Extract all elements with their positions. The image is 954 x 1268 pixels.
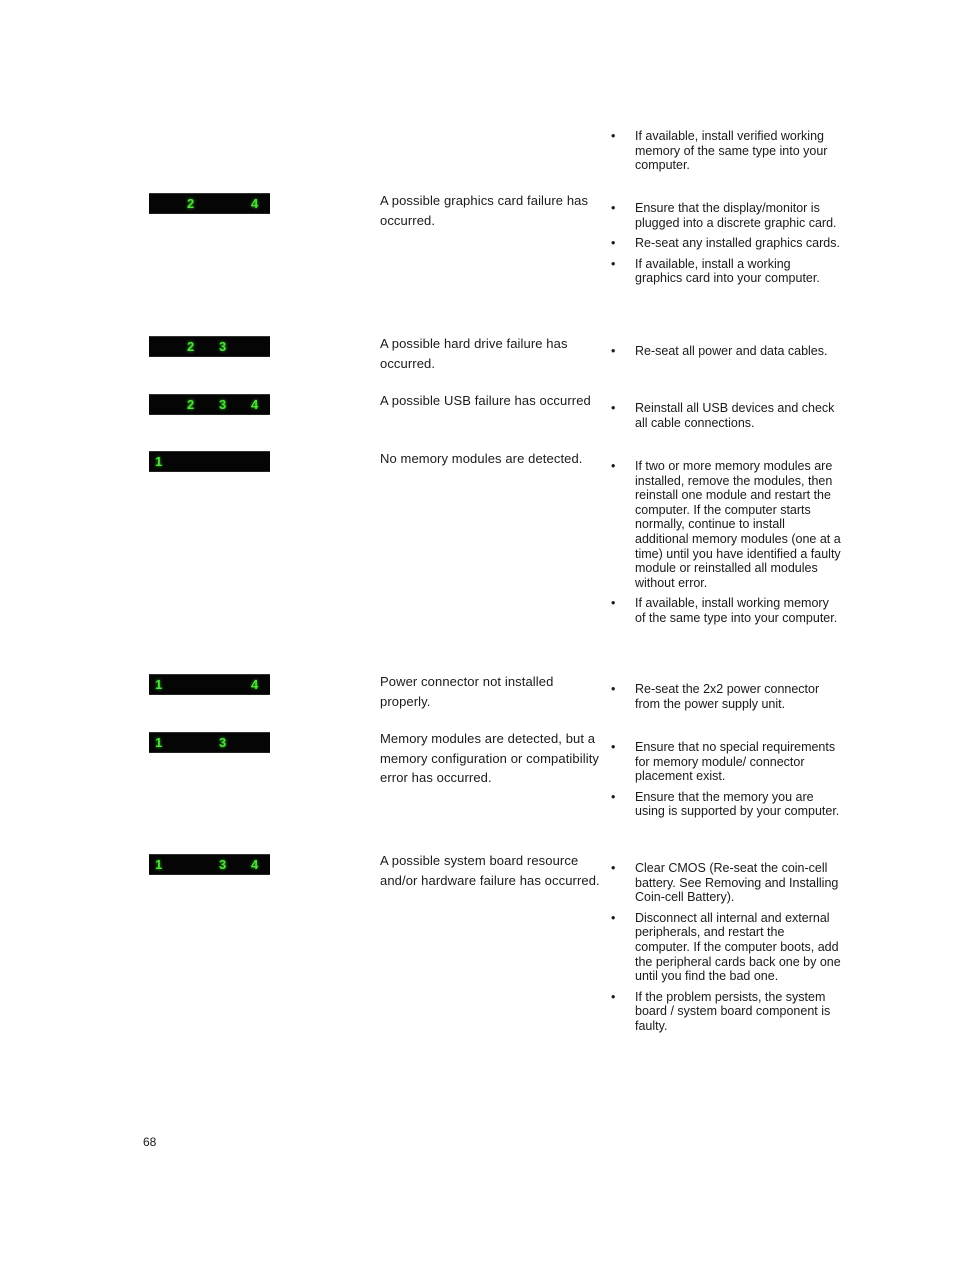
led-4: 4 (251, 677, 259, 692)
diagnostic-led-pattern (149, 732, 270, 753)
step-item (609, 990, 841, 1034)
resolution-steps (609, 861, 841, 1040)
led-3: 3 (219, 339, 227, 354)
led-2 (187, 856, 219, 874)
problem-description: Power connector not installed properly. (380, 674, 554, 709)
bullet-icon: • (611, 344, 616, 358)
problem-description: A possible system board resource and/or hardware failure has occurred. (380, 853, 600, 888)
led-1: 1 (155, 735, 163, 750)
led-3 (219, 195, 251, 213)
step-item (609, 344, 841, 359)
led-3 (219, 676, 251, 694)
step-text: If available, install verified working memory of the same type into your computer. (635, 129, 828, 173)
step-item (609, 740, 841, 784)
step-text: Ensure that the display/monitor is plugged into a discrete graphic card. (635, 201, 837, 230)
diagnostic-led-pattern (149, 854, 270, 875)
resolution-steps (609, 682, 841, 717)
led-3 (219, 453, 251, 471)
diagnostic-led-pattern (149, 674, 270, 695)
step-item (609, 596, 841, 625)
led-1: 1 (155, 857, 163, 872)
led-4 (251, 453, 283, 471)
resolution-steps (609, 401, 841, 436)
problem-description: Memory modules are detected, but a memory configuration or compatibility error has occurred. (380, 731, 600, 785)
step-item (609, 236, 841, 251)
step-text: Ensure that the memory you are using is supported by your computer. (635, 789, 840, 819)
step-item (609, 401, 841, 430)
diagnostic-led-pattern (149, 193, 270, 214)
page-number: 68 (143, 1135, 157, 1149)
step-text: If available, install a working graphics card into your computer. (635, 256, 820, 286)
led-2: 2 (187, 196, 195, 211)
step-text: Re-seat any installed graphics cards. (635, 236, 840, 251)
led-4: 4 (251, 196, 259, 211)
bullet-icon: • (611, 256, 616, 271)
bullet-icon: • (611, 596, 616, 611)
step-item (609, 459, 841, 590)
step-text: If available, install working memory of the same type into your computer. (635, 596, 838, 625)
bullet-icon: • (611, 459, 616, 473)
bullet-icon: • (611, 910, 616, 925)
resolution-steps (609, 459, 841, 632)
diagnostic-led-pattern (149, 451, 270, 472)
resolution-steps (609, 740, 841, 825)
led-3: 3 (219, 397, 227, 412)
step-text: Ensure that no special requirements for memory module/ connector placement exist. (635, 740, 836, 784)
step-text: Re-seat all power and data cables. (635, 344, 828, 358)
problem-description: A possible graphics card failure has occurred. (380, 193, 589, 228)
bullet-icon: • (611, 740, 616, 754)
resolution-steps (609, 344, 841, 365)
bullet-icon: • (611, 129, 616, 143)
problem-description: A possible USB failure has occurred (380, 393, 591, 408)
bullet-icon: • (611, 789, 616, 804)
led-2 (187, 734, 219, 752)
led-2: 2 (187, 397, 195, 412)
step-text: Re-seat the 2x2 power connector from the power supply unit. (635, 682, 820, 711)
diagnostic-led-pattern (149, 336, 270, 357)
problem-description: A possible hard drive failure has occurred. (380, 336, 568, 371)
diagnostic-led-pattern (149, 394, 270, 415)
step-item (609, 911, 841, 984)
problem-description: No memory modules are detected. (380, 451, 583, 466)
led-1 (155, 396, 187, 414)
step-item (609, 790, 841, 819)
bullet-icon: • (611, 236, 616, 251)
step-item (609, 129, 841, 173)
resolution-steps (609, 201, 841, 292)
bullet-icon: • (611, 861, 616, 875)
led-3: 3 (219, 735, 227, 750)
top-continuation-steps (609, 129, 841, 179)
led-4 (251, 734, 283, 752)
led-4: 4 (251, 397, 259, 412)
step-item (609, 257, 841, 286)
step-item (609, 861, 841, 905)
led-2 (187, 676, 219, 694)
led-2 (187, 453, 219, 471)
led-3: 3 (219, 857, 227, 872)
led-4: 4 (251, 857, 259, 872)
led-1 (155, 338, 187, 356)
step-text: Reinstall all USB devices and check all cable connections. (635, 401, 835, 430)
bullet-icon: • (611, 682, 616, 696)
led-1: 1 (155, 677, 163, 692)
step-text: Disconnect all internal and external peripherals, and restart the computer. If the computer boots, add the peripheral cards back one by one until you find the bad one. (635, 910, 841, 984)
step-text: If the problem persists, the system board / system board component is faulty. (635, 989, 831, 1033)
led-4 (251, 338, 283, 356)
bullet-icon: • (611, 401, 616, 415)
led-1: 1 (155, 454, 163, 469)
led-2: 2 (187, 339, 195, 354)
step-text: Clear CMOS (Re-seat the coin-cell battery. See Removing and Installing Coin-cell Battery). (635, 861, 839, 905)
step-text: If two or more memory modules are installed, remove the modules, then reinstall one module and restart the computer. If the computer starts normally, continue to install additional memory modules (one at a time) until you have identified a faulty module or reinstalled all modules without error. (635, 459, 841, 590)
step-item (609, 682, 841, 711)
led-1 (155, 195, 187, 213)
bullet-icon: • (611, 201, 616, 215)
bullet-icon: • (611, 989, 616, 1004)
step-item (609, 201, 841, 230)
